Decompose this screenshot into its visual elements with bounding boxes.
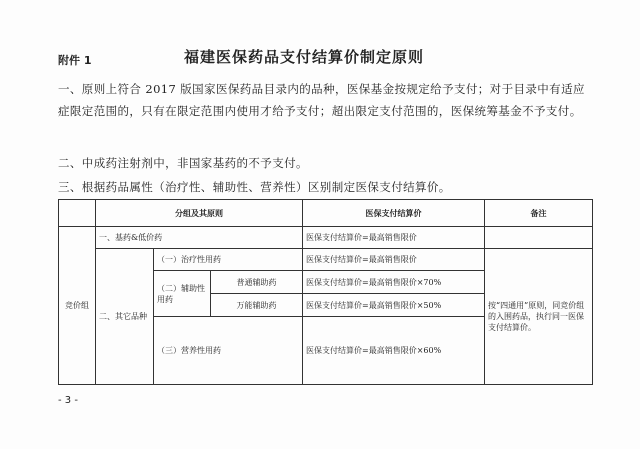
aux-label: （二）辅助性用药 [154, 271, 211, 317]
page-title: 福建医保药品支付结算价制定原则 [184, 48, 425, 66]
group-name-cell: 竞价组 [59, 227, 96, 385]
other-label: 二、其它品种 [96, 249, 154, 385]
basic-drug-label: 一、基药&低价药 [96, 227, 303, 249]
table-row [59, 249, 593, 271]
paragraph-1: 一、原则上符合 2017 版国家医保药品目录内的品种，医保基金按规定给予支付；对于目录中有适应症限定范围的，只有在限定范围内使用才给予支付；超出限定支付范围的，医保统筹基金不予支付。 [58, 82, 585, 118]
header-blank [59, 200, 96, 227]
aux-universal-price: 医保支付结算价=最高销售限价×50% [303, 294, 485, 317]
treat-price: 医保支付结算价=最高销售限价 [303, 249, 485, 271]
attachment-label: 附件 1 [58, 54, 92, 67]
remark-cell: 按“四通用”原则，同竞价组的入围药品，执行同一医保支付结算价。 [485, 249, 593, 385]
aux-common-price: 医保支付结算价=最高销售限价×70% [303, 271, 485, 294]
paragraph-3: 三、根据药品属性（治疗性、辅助性、营养性）区别制定医保支付结算价。 [58, 180, 451, 194]
header-price: 医保支付结算价 [303, 200, 485, 227]
header-remark: 备注 [485, 200, 593, 227]
nutri-label: （三）营养性用药 [154, 317, 303, 385]
aux-common-label: 普通辅助药 [211, 271, 303, 294]
pricing-table [58, 199, 593, 385]
table-header-row [59, 200, 593, 227]
table-row [59, 227, 593, 249]
nutri-price: 医保支付结算价=最高销售限价×60% [303, 317, 485, 385]
paragraph-2: 二、中成药注射剂中，非国家基药的不予支付。 [58, 156, 308, 170]
basic-drug-remark [485, 227, 593, 249]
basic-drug-price: 医保支付结算价=最高销售限价 [303, 227, 485, 249]
treat-label: （一）治疗性用药 [154, 249, 303, 271]
aux-universal-label: 万能辅助药 [211, 294, 303, 317]
page-number: - 3 - [58, 395, 78, 406]
header-group: 分组及其原则 [96, 200, 303, 227]
